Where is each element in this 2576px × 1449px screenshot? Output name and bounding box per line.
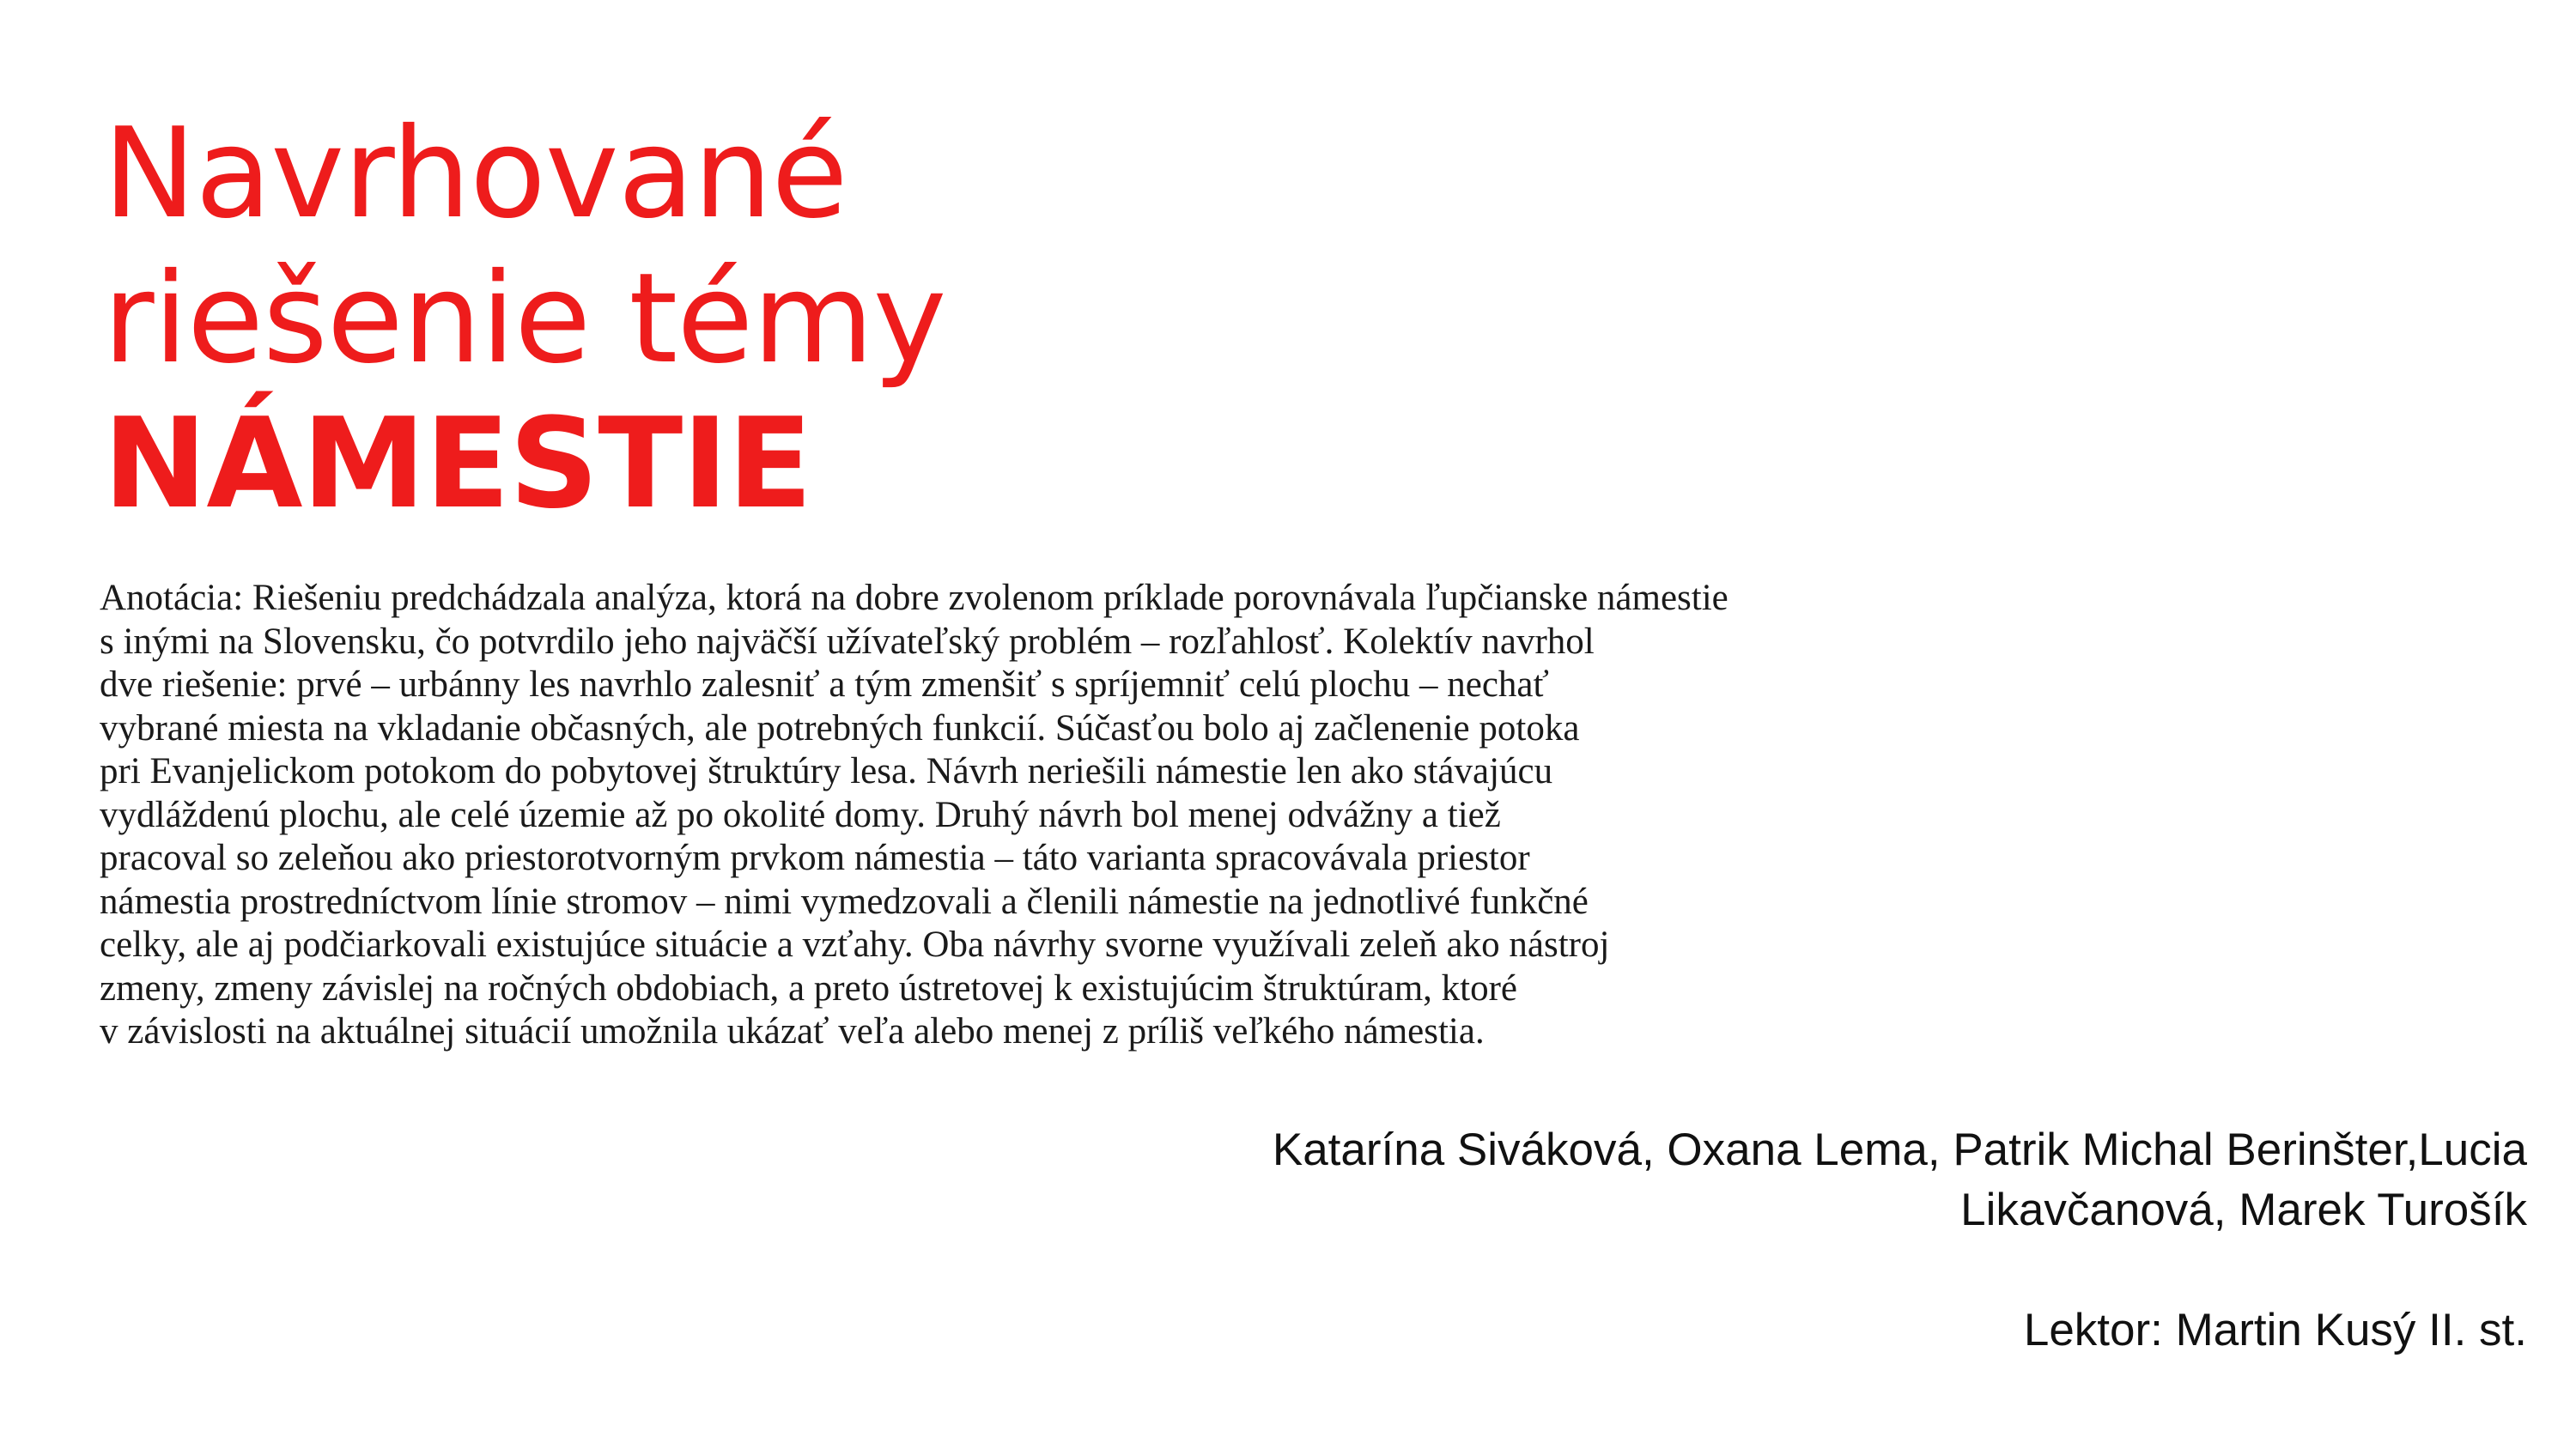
authors-line-2: Likavčanová, Marek Turošík <box>1960 1185 2527 1235</box>
annotation-line: námestia prostredníctvom línie stromov – nimi vymedzovali a členili námestie na jednotlivé funkčné <box>100 881 1589 922</box>
title-line-2: riešenie témy <box>103 246 946 391</box>
authors-line-1: Katarína Siváková, Oxana Lema, Patrik Michal Berinšter,Lucia <box>1272 1125 2527 1175</box>
title-line-1: Navrhované <box>103 101 848 246</box>
lecturer-credit: Lektor: Martin Kusý II. st. <box>2023 1305 2527 1355</box>
authors-list <box>981 1120 2527 1240</box>
annotation-paragraph <box>100 577 2075 1054</box>
annotation-line: Anotácia: Riešeniu predchádzala analýza, ktorá na dobre zvolenom príklade porovnávala ľupčianske námestie <box>100 578 1728 618</box>
page-title <box>103 101 1305 537</box>
annotation-line: v závislosti na aktuálnej situácií umožnila ukázať veľa alebo menej z príliš veľkého námestia. <box>100 1011 1485 1052</box>
annotation-line: s inými na Slovensku, čo potvrdilo jeho najväčší užívateľský problém – rozľahlosť. Kolektív navrhol <box>100 621 1595 662</box>
annotation-line: pri Evanjelickom potokom do pobytovej štruktúry lesa. Návrh neriešili námestie len ako stávajúcu <box>100 751 1553 791</box>
annotation-line: dve riešenie: prvé – urbánny les navrhlo zalesniť a tým zmenšiť s spríjemniť celú plochu – nechať <box>100 664 1549 705</box>
annotation-line: pracoval so zeleňou ako priestorotvorným prvkom námestia – táto varianta spracovávala priestor <box>100 838 1530 878</box>
annotation-line: vydláždenú plochu, ale celé územie až po okolité domy. Druhý návrh bol menej odvážny a tiež <box>100 794 1501 835</box>
title-line-3: NÁMESTIE <box>103 391 812 537</box>
annotation-line: vybrané miesta na vkladanie občasných, ale potrebných funkcií. Súčasťou bolo aj začlenenie potoka <box>100 707 1580 749</box>
annotation-line: zmeny, zmeny závislej na ročných obdobiach, a preto ústretovej k existujúcim štruktúram, ktoré <box>100 967 1518 1009</box>
annotation-line: celky, ale aj podčiarkovali existujúce situácie a vzťahy. Oba návrhy svorne využívali zeleň ako nástroj <box>100 925 1610 965</box>
